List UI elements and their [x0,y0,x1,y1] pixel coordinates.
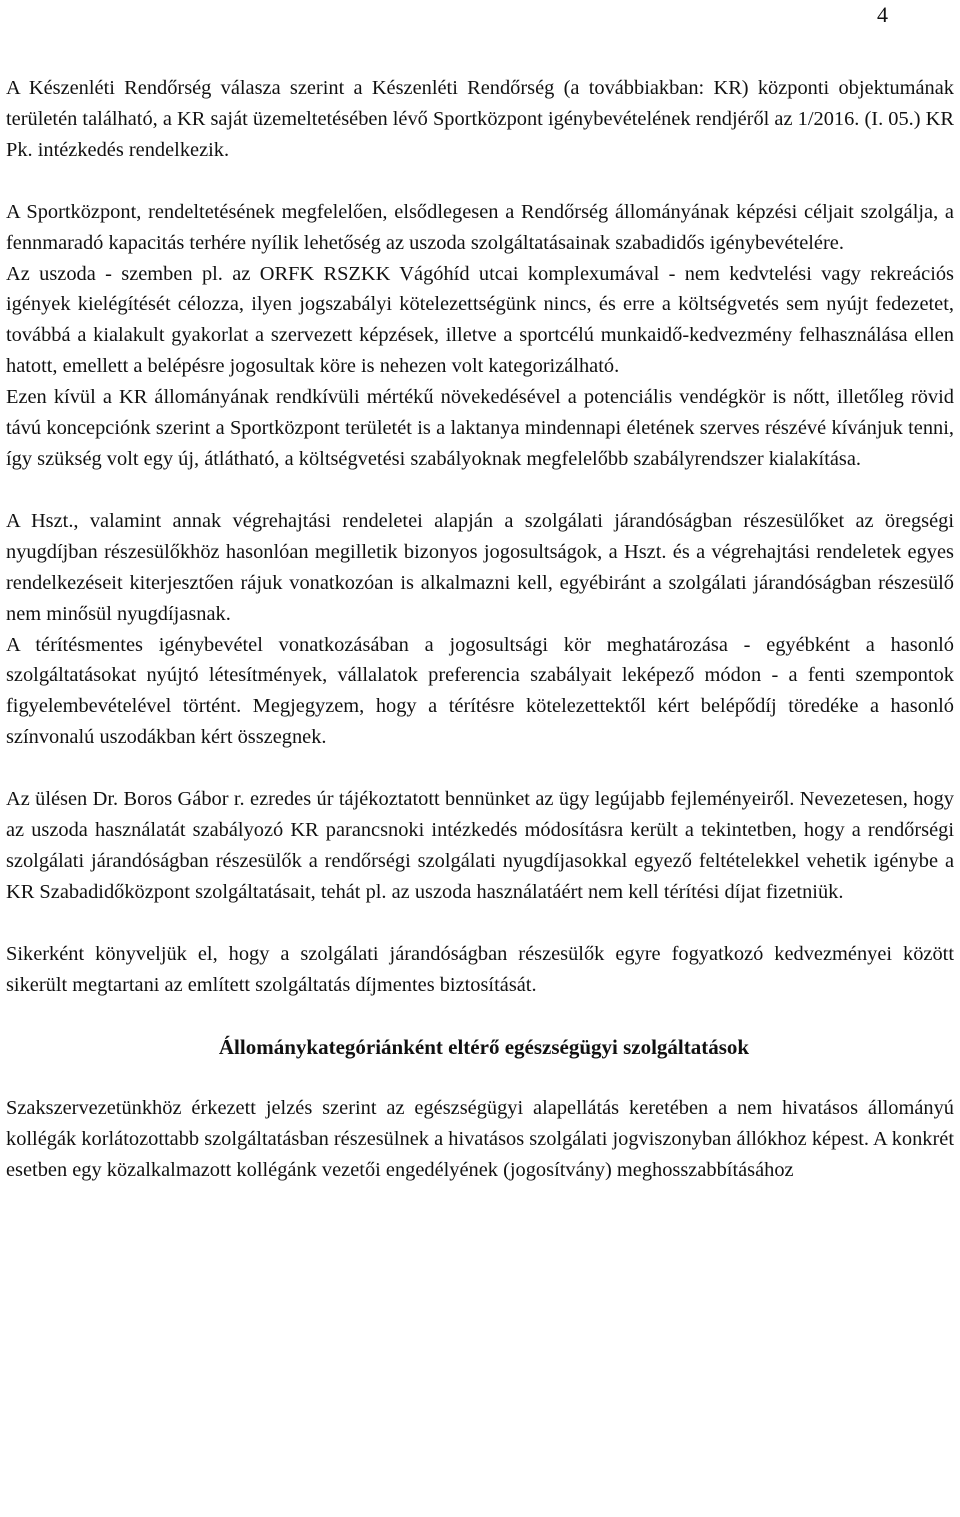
paragraph-sportkozpont-purpose: A Sportközpont, rendeltetésének megfelelően, elsődlegesen a Rendőrség állományának képzési céljait szolgálja, a fennmaradó kapacitás terhére nyílik lehetőség az uszoda szolgáltatásainak szabadidős igénybevételére. [6,200,954,254]
paragraph-growth: Ezen kívül a KR állományának rendkívüli mértékű növekedésével a potenciális vendégkör is nőtt, illetőleg rövid távú koncepciónk szerint a Sportközpont területét is a laktanya mindennapi életének szerves részévé kívánjuk tenni, így szükség volt egy új, átlátható, a költségvetési szabályoknak megfelelőbb szabályrendszer kialakítása. [6,386,954,470]
paragraph-pool-policy: Az uszoda - szemben pl. az ORFK RSZKK Vágóhíd utcai komplexumával - nem kedvtelési vagy rekreációs igények kielégítését célozza, ilyen jogszabályi kötelezettségünk nincs, és erre a költségvetés sem nyújt fedezetet, továbbá a kialakult gyakorlat a szervezett képzések, illetve a sportcélú munkaidő-kedvezmény felhasználása ellen hatott, emellett a belépésre jogosultak köre is nehezen volt kategorizálható. [6,262,954,378]
paragraph-gap [6,1001,954,1032]
paragraph-gap [6,475,954,506]
paragraph-hszt: A Hszt., valamint annak végrehajtási rendeletei alapján a szolgálati járandóságban részesülőket az öregségi nyugdíjban részesülőkhöz hasonlóan megilletik bizonyos jogosultságok, a Hszt. és a végrehajtási rendeletek egyes rendelkezéseit kiterjesztően rájuk vonatkozóan is alkalmazni kell, egyébiránt a szolgálati járandóságban részesülő nem minősül nyugdíjasnak. [6,509,954,625]
paragraph-gap [6,1062,954,1093]
paragraph-gap [6,753,954,784]
document-body [6,73,954,1186]
page-number: 4 [877,2,888,27]
paragraph-meeting: Az ülésen Dr. Boros Gábor r. ezredes úr tájékoztatott bennünket az ügy legújabb fejleményeiről. Nevezetesen, hogy az uszoda használatát szabályozó KR parancsnoki intézkedés módosításra került a tekintetben, hogy a rendőrségi szolgálati járandóságban részesülők a rendőrségi szolgálati nyugdíjasokkal egyező feltételekkel vehetik igénybe a KR Szabadidőközpont szolgáltatásait, tehát pl. az uszoda használatáért nem kell térítési díjat fizetniük. [6,788,954,903]
paragraph-gap [6,166,954,197]
paragraph-kr-response: A Készenléti Rendőrség válasza szerint a Készenléti Rendőrség (a továbbiakban: KR) központi objektumának területén található, a KR saját üzemeltetésében lévő Sportközpont igénybevételének rendjéről az 1/2016. (I. 05.) KR Pk. intézkedés rendelkezik. [6,77,954,161]
paragraph-gap [6,908,954,939]
paragraph-free-usage: A térítésmentes igénybevétel vonatkozásában a jogosultsági kör meghatározása - egyébként a hasonló szolgáltatásokat nyújtó létesítmények, vállalatok preferencia szabályait leképező módon - a fenti szempontok figyelembevételével történt. Megjegyzem, hogy a térítésre kötelezettektől kért belépődíj töredéke a hasonló színvonalú uszodákban kért összegnek. [6,633,954,749]
paragraph-health-services: Szakszervezetünkhöz érkezett jelzés szerint az egészségügyi alapellátás keretében a nem hivatásos állományú kollégák korlátozottabb szolgáltatásban részesülnek a hivatásos szolgálati jogviszonyban állókhoz képest. A konkrét esetben egy közalkalmazott kollégánk vezetői engedélyének (jogosítvány) meghosszabbításához [6,1097,954,1182]
paragraph-success: Sikerként könyveljük el, hogy a szolgálati járandóságban részesülők egyre fogyatkozó kedvezményei között sikerült megtartani az említett szolgáltatás díjmentes biztosítását. [6,942,954,996]
section-heading: Állománykategóriánként eltérő egészségügyi szolgáltatások [218,1034,750,1059]
